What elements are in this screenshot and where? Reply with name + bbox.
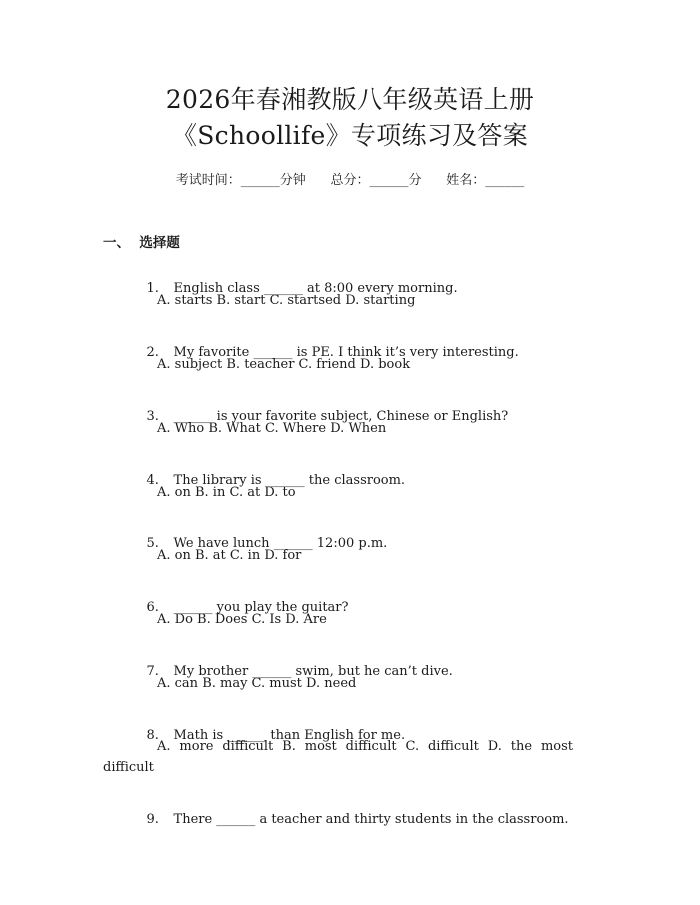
question-number: 4. xyxy=(146,473,159,488)
question-number: 5. xyxy=(146,536,159,551)
question-text: My brother ______ swim, but he can’t dive. xyxy=(173,664,453,679)
exam-info-line: 考试时间：______分钟 总分：______分 姓名：______ xyxy=(175,173,525,188)
question-text: ______ you play the guitar? xyxy=(173,600,349,615)
question-text: Math is ______ than English for me. xyxy=(173,728,406,743)
question-text: We have lunch ______ 12:00 p.m. xyxy=(173,536,388,551)
title-line-1: 2026年春湘教版八年级英语上册 xyxy=(165,85,535,114)
question-4-options: A. on B. in C. at D. to xyxy=(157,485,296,500)
question-text: There ______ a teacher and thirty students in the classroom. xyxy=(173,812,569,827)
question-number: 2. xyxy=(146,345,159,360)
question-1-options: A. starts B. start C. startsed D. starting xyxy=(157,293,416,308)
title-line-2: 《Schoollife》专项练习及答案 xyxy=(171,121,529,150)
question-7-options: A. can B. may C. must D. need xyxy=(157,676,357,691)
question-number: 9. xyxy=(146,812,159,827)
question-8-options: A. more difficult B. most difficult C. difficult D. the most difficult xyxy=(103,739,573,775)
document-title xyxy=(0,82,700,154)
question-number: 7. xyxy=(146,664,159,679)
question-number: 8. xyxy=(146,728,159,743)
question-6-options: A. Do B. Does C. Is D. Are xyxy=(157,612,327,627)
question-number: 6. xyxy=(146,600,159,615)
question-2-options: A. subject B. teacher C. friend D. book xyxy=(157,357,411,372)
question-text: My favorite ______ is PE. I think it’s very interesting. xyxy=(173,345,519,360)
section-heading: 一、 选择题 xyxy=(103,235,180,251)
question-text: English class ______ at 8:00 every morning. xyxy=(173,281,458,296)
question-number: 3. xyxy=(146,409,159,424)
question-number: 1. xyxy=(146,281,159,296)
question-3-options: A. Who B. What C. Where D. When xyxy=(157,421,387,436)
question-9 xyxy=(130,790,569,850)
question-text: The library is ______ the classroom. xyxy=(173,473,406,488)
question-text: ______ is your favorite subject, Chinese or English? xyxy=(173,409,509,424)
question-5-options: A. on B. at C. in D. for xyxy=(157,548,302,563)
